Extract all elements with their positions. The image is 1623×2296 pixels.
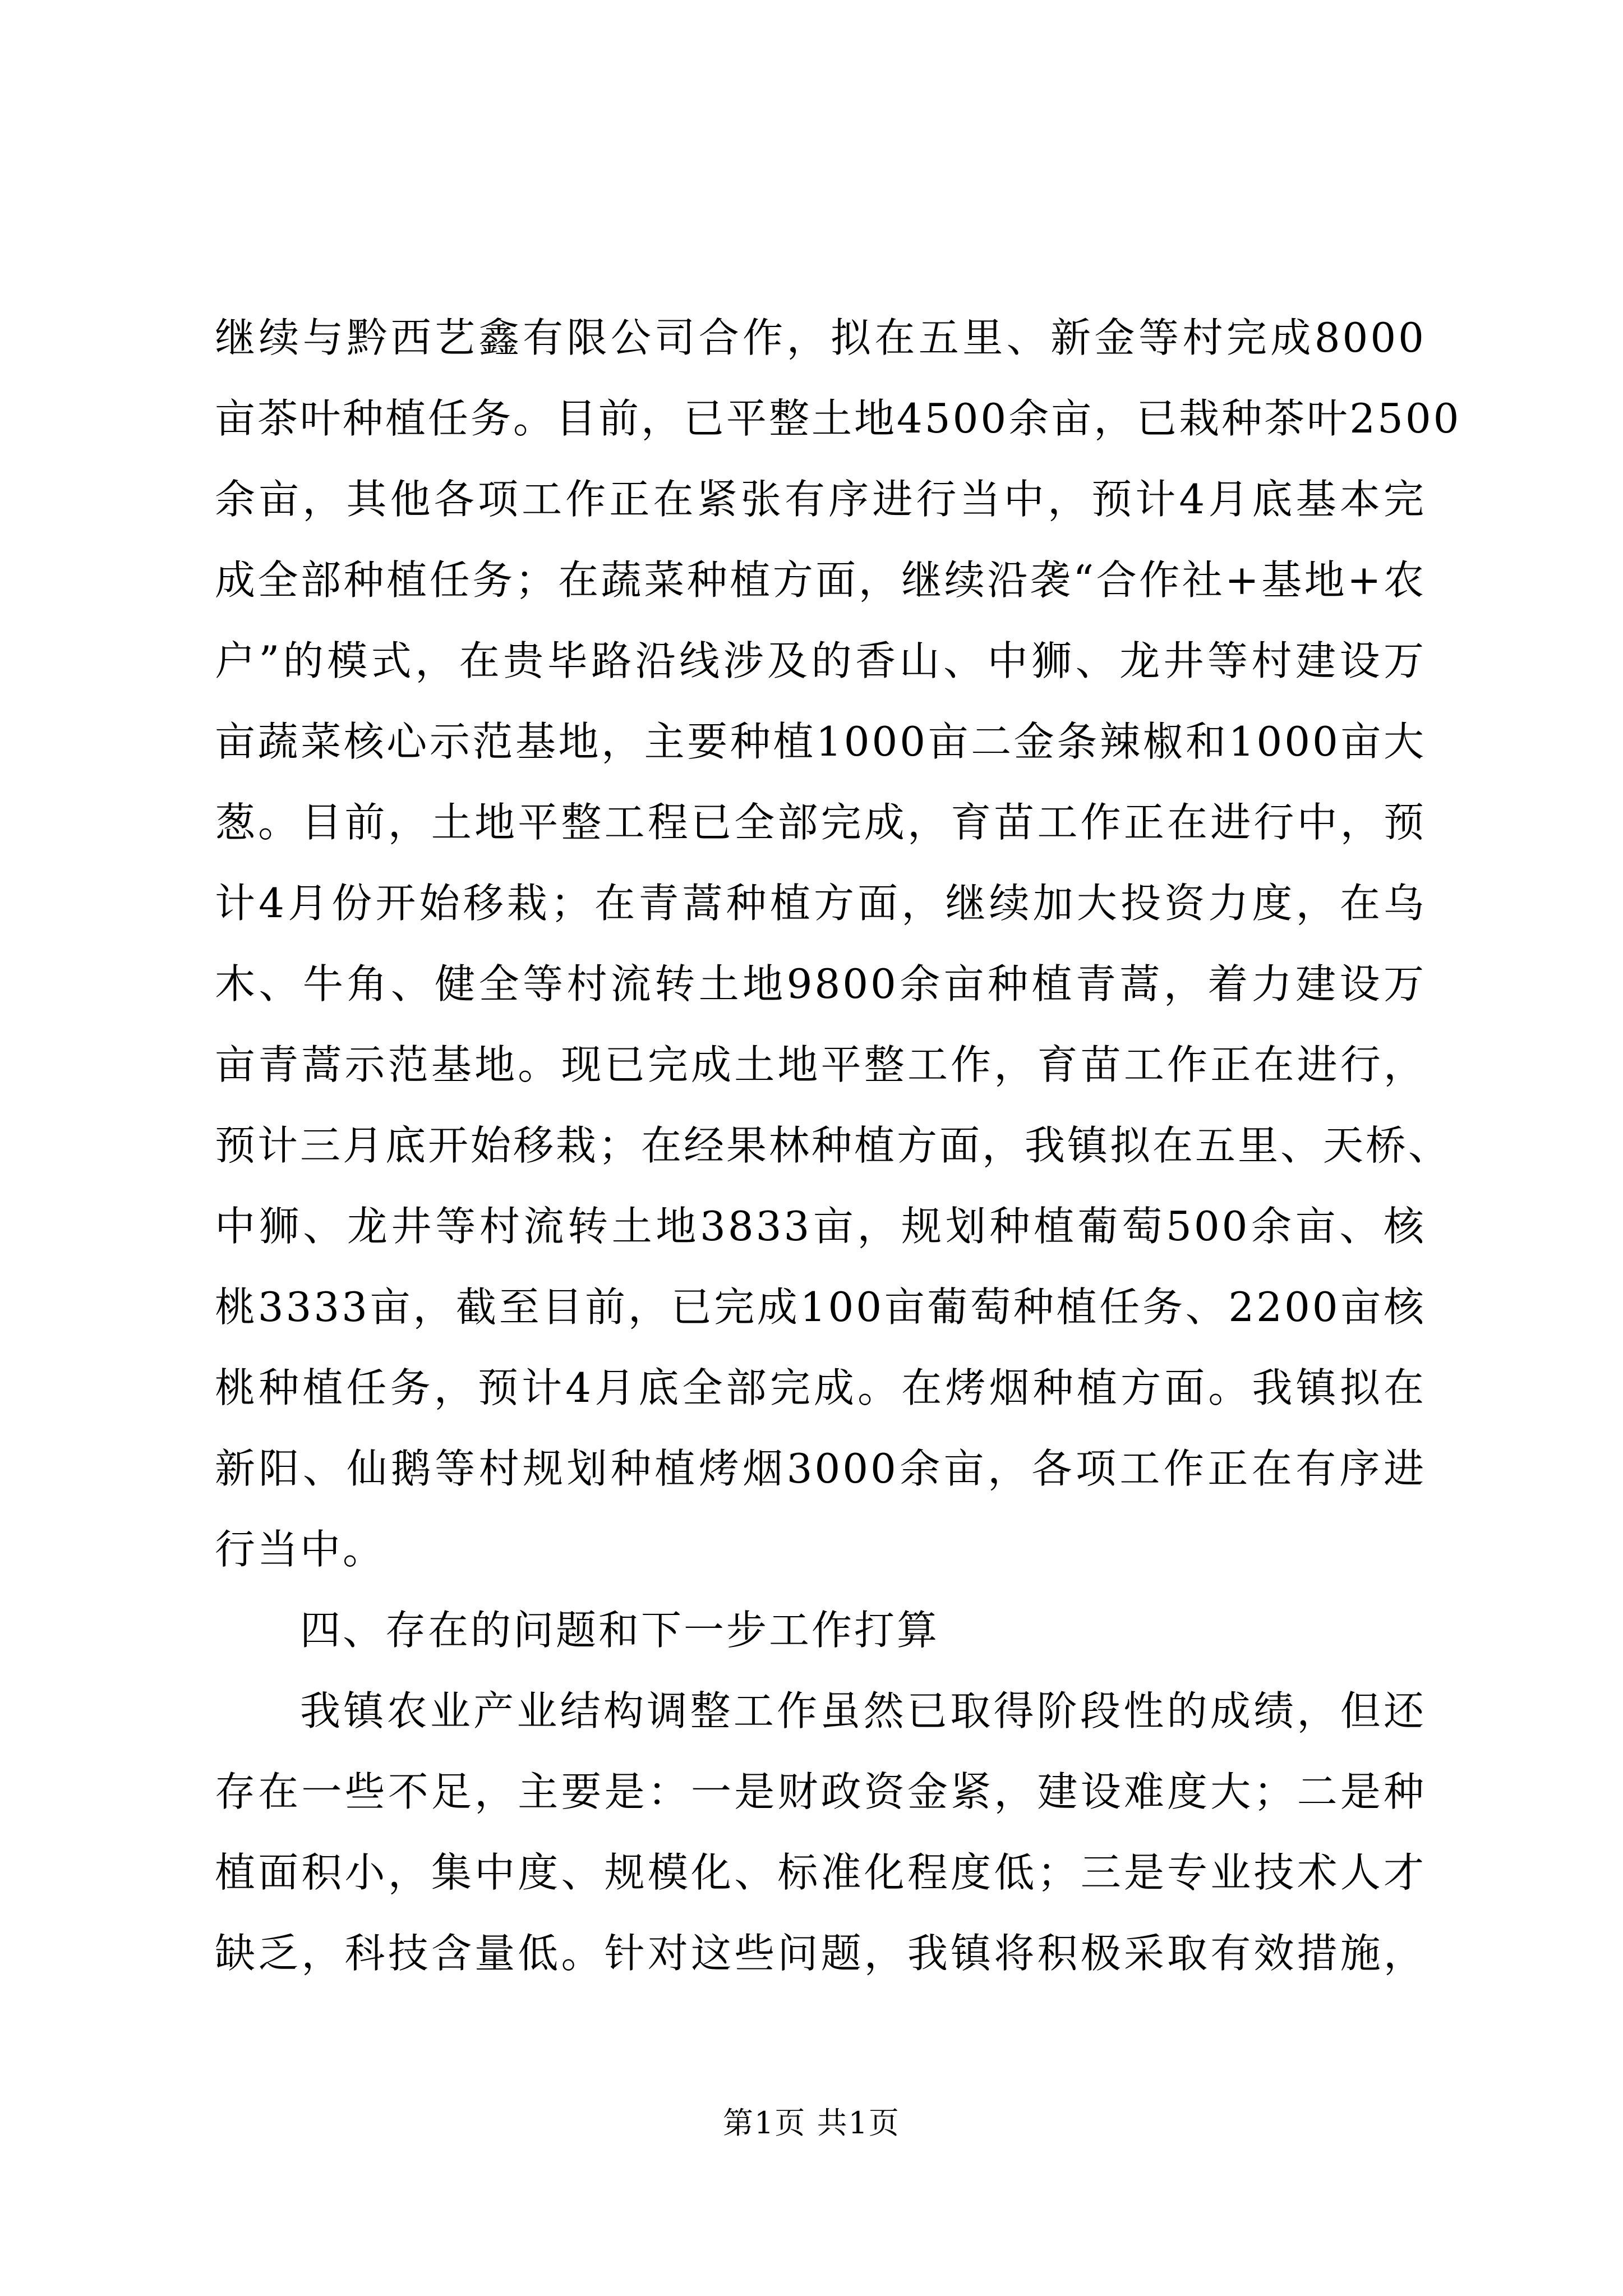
text-line: 亩茶叶种植任务。目前，已平整土地4500余亩，已栽种茶叶2500 xyxy=(215,395,1461,442)
text-line: 继续与黔西艺鑫有限公司合作，拟在五里、新金等村完成8000 xyxy=(215,314,1426,361)
text-line: 植面积小，集中度、规模化、标准化程度低；三是专业技术人才 xyxy=(215,1849,1426,1896)
text-line: 桃种植任务，预计4月底全部完成。在烤烟种植方面。我镇拟在 xyxy=(215,1364,1426,1411)
section-heading: 四、存在的问题和下一步工作打算 xyxy=(300,1607,940,1654)
text-line: 亩蔬菜核心示范基地，主要种植1000亩二金条辣椒和1000亩大 xyxy=(215,718,1426,765)
text-line: 新阳、仙鹅等村规划种植烤烟3000余亩，各项工作正在有序进 xyxy=(215,1445,1426,1492)
text-line: 我镇农业产业结构调整工作虽然已取得阶段性的成绩，但还 xyxy=(300,1687,1426,1734)
text-line: 余亩，其他各项工作正在紧张有序进行当中，预计4月底基本完 xyxy=(215,476,1426,523)
text-line: 缺乏，科技含量低。针对这些问题，我镇将积极采取有效措施， xyxy=(215,1930,1426,1977)
document-body xyxy=(215,297,1461,1994)
text-line: 存在一些不足，主要是：一是财政资金紧，建设难度大；二是种 xyxy=(215,1768,1426,1815)
page-number-footer: 第1页 共1页 xyxy=(723,2105,900,2141)
text-line: 成全部种植任务；在蔬菜种植方面，继续沿袭“合作社+基地+农 xyxy=(215,556,1426,604)
text-line: 计4月份开始移栽；在青蒿种植方面，继续加大投资力度，在乌 xyxy=(215,880,1426,927)
text-line: 行当中。 xyxy=(215,1526,386,1573)
text-line: 亩青蒿示范基地。现已完成土地平整工作，育苗工作正在进行， xyxy=(215,1041,1426,1088)
text-line: 木、牛角、健全等村流转土地9800余亩种植青蒿，着力建设万 xyxy=(215,960,1426,1007)
text-line: 预计三月底开始移栽；在经果林种植方面，我镇拟在五里、天桥、 xyxy=(215,1122,1451,1169)
text-line: 中狮、龙井等村流转土地3833亩，规划种植葡萄500余亩、核 xyxy=(215,1203,1426,1250)
text-line: 葱。目前，土地平整工程已全部完成，育苗工作正在进行中，预 xyxy=(215,799,1426,846)
text-line: 桃3333亩，截至目前，已完成100亩葡萄种植任务、2200亩核 xyxy=(215,1283,1426,1331)
text-line: 户”的模式，在贵毕路沿线涉及的香山、中狮、龙井等村建设万 xyxy=(215,637,1426,684)
